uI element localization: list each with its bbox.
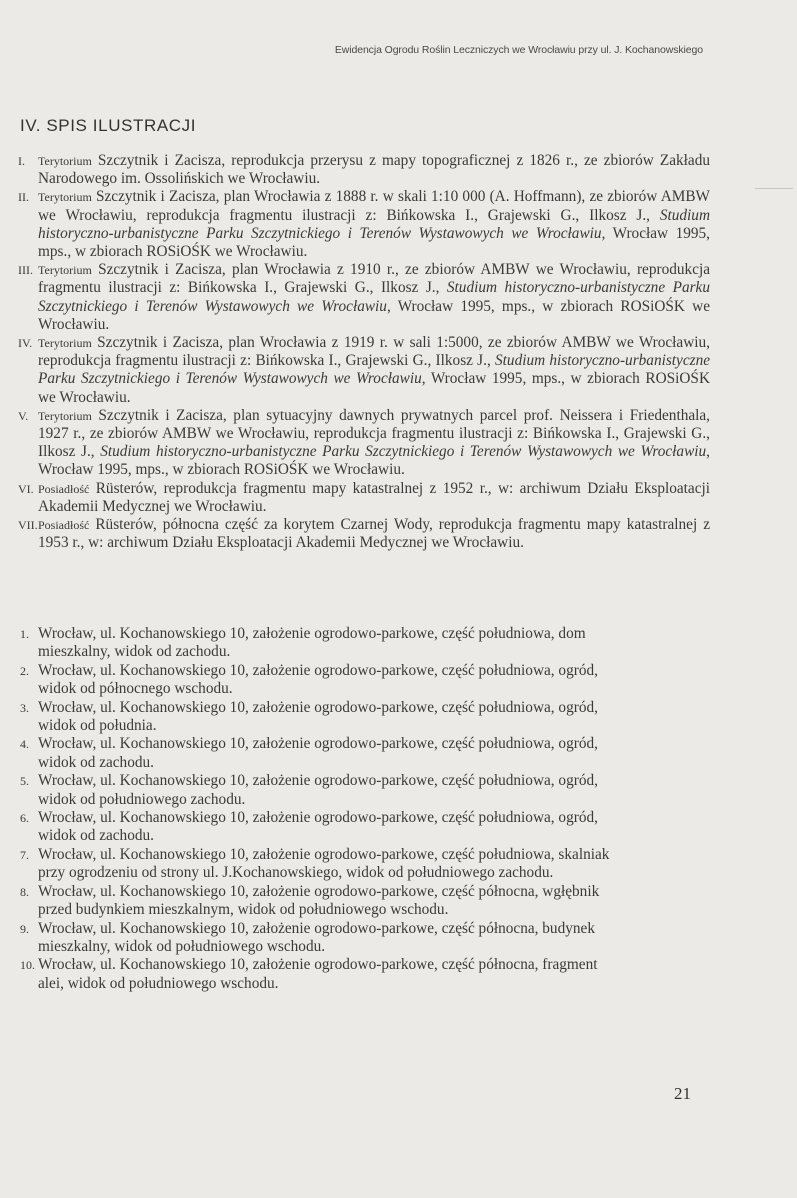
photo-line-1: Wrocław, ul. Kochanowskiego 10, założenie ogrodowo-parkowe, część południowa, ogród, <box>38 809 598 827</box>
item-text-end: , Wrocław 1995, mps., w zbiorach ROSiOŚK we Wrocławiu. <box>38 370 710 406</box>
photo-line-2: przed budynkiem mieszkalnym, widok od południowego wschodu. <box>38 901 449 919</box>
photo-line-1: Wrocław, ul. Kochanowskiego 10, założenie ogrodowo-parkowe, część południowa, skalniak <box>38 845 610 863</box>
photo-line-1: Wrocław, ul. Kochanowskiego 10, założenie ogrodowo-parkowe, część północna, fragment <box>38 956 598 974</box>
illustration-item <box>20 516 710 552</box>
photo-item <box>20 735 710 772</box>
item-title-italic: Studium historyczno-urbanistyczne Parku Szczytnickiego i Terenów Wystawowych we Wrocławiu <box>100 443 707 461</box>
item-number: III. <box>18 263 33 278</box>
photo-item <box>20 920 710 957</box>
item-number: 7. <box>20 847 29 862</box>
item-text: Rüsterów, północna część za korytem Czarnej Wody, reprodukcja fragmentu mapy katastralnej z 1953 r., w: archiwum Działu Eksploatacji Akademii Medycznej we Wrocławiu. <box>38 516 710 552</box>
item-first-word: Posiadłość <box>38 518 90 533</box>
item-number: 4. <box>20 737 29 752</box>
item-number: I. <box>18 154 25 168</box>
photo-line-1: Wrocław, ul. Kochanowskiego 10, założenie ogrodowo-parkowe, część północna, budynek <box>38 919 595 937</box>
item-text-end: , Wrocław 1995, mps., w zbiorach ROSiOŚK we Wrocławiu. <box>38 443 710 479</box>
photo-line-1: Wrocław, ul. Kochanowskiego 10, założenie ogrodowo-parkowe, część południowa, dom <box>38 625 586 642</box>
photo-line-2: widok od południa. <box>38 717 157 735</box>
item-number: IV. <box>18 336 33 351</box>
photos-list <box>20 625 710 993</box>
item-text: Szczytnik i Zacisza, plan Wrocławia z 1910 r., ze zbiorów AMBW we Wrocławiu, reprodukcja fragmentu ilustracji z: Bińkowska I., Grajewski G., Ilkosz J., <box>38 261 710 297</box>
illustration-item <box>20 188 710 261</box>
illustration-item <box>20 261 710 334</box>
item-number: 9. <box>20 921 29 936</box>
photo-line-2: widok od zachodu. <box>38 827 154 845</box>
item-title-italic: Studium historyczno-urbanistyczne Parku Szczytnickiego i Terenów Wystawowych we Wrocławiu <box>38 279 710 315</box>
item-number: 5. <box>20 774 29 789</box>
item-text: Szczytnik i Zacisza, plan sytuacyjny dawnych prywatnych parcel prof. Neissera i Friedenthala, 1927 r., ze zbiorów AMBW we Wrocławiu, reprodukcja fragmentu ilustracji z: Bińkowska I., Grajewski G., Ilkosz J., <box>38 406 710 461</box>
item-number: V. <box>18 408 29 423</box>
photo-line-1: Wrocław, ul. Kochanowskiego 10, założenie ogrodowo-parkowe, część południowa, ogród, <box>38 661 598 679</box>
item-text: Rüsterów, reprodukcja fragmentu mapy katastralnej z 1952 r., w: archiwum Działu Eksploatacji Akademii Medycznej we Wrocławiu. <box>38 479 710 515</box>
item-first-word: Terytorium <box>38 408 92 423</box>
item-text: Szczytnik i Zacisza, plan Wrocławia z 1888 r. w skali 1:10 000 (A. Hoffmann), ze zbiorów AMBW we Wrocławiu, reprodukcja fragmentu ilustracji z: Bińkowska I., Grajewski G., Ilkosz J., <box>38 188 710 224</box>
item-first-word: Posiadłość <box>38 481 90 496</box>
item-first-word: Terytorium <box>38 263 92 278</box>
item-number: 3. <box>20 700 29 715</box>
item-text: Szczytnik i Zacisza, plan Wrocławia z 1919 r. w sali 1:5000, ze zbiorów AMBW we Wrocławiu, reprodukcja fragmentu ilustracji z: Bińkowska I., Grajewski G., Ilkosz J., <box>38 334 710 370</box>
photo-line-1: Wrocław, ul. Kochanowskiego 10, założenie ogrodowo-parkowe, część północna, wgłębnik <box>38 882 600 900</box>
item-text-end: , Wrocław 1995, mps., w zbiorach ROSiOŚK we Wrocławiu. <box>38 297 711 333</box>
photo-line-2: mieszkalny, widok od zachodu. <box>38 643 231 661</box>
photo-item <box>20 662 710 699</box>
illustration-item <box>20 407 710 480</box>
running-header: Ewidencja Ogrodu Roślin Leczniczych we Wrocławiu przy ul. J. Kochanowskiego <box>334 44 703 56</box>
photo-line-2: alei, widok od południowego wschodu. <box>38 974 279 992</box>
illustration-item <box>20 480 710 516</box>
illustrations-list <box>20 152 710 552</box>
illustration-item <box>20 152 710 188</box>
item-text-end: , Wrocław 1995, mps., w zbiorach ROSiOŚK we Wrocławiu. <box>38 224 710 261</box>
margin-mark <box>755 188 793 189</box>
photo-item <box>20 809 710 846</box>
photo-item <box>20 883 710 920</box>
photo-line-2: mieszkalny, widok od południowego wschodu. <box>38 937 326 955</box>
item-number: VI. <box>18 481 34 496</box>
item-number: 2. <box>20 663 29 678</box>
item-number: 10. <box>20 958 35 973</box>
item-number: 8. <box>20 884 29 899</box>
photo-line-1: Wrocław, ul. Kochanowskiego 10, założenie ogrodowo-parkowe, część południowa, ogród, <box>38 735 598 753</box>
photo-line-1: Wrocław, ul. Kochanowskiego 10, założenie ogrodowo-parkowe, część południowa, ogród, <box>38 772 598 790</box>
photo-item <box>20 625 710 662</box>
item-number: II. <box>18 190 29 205</box>
item-number: VII. <box>18 518 38 533</box>
item-first-word: Terytorium <box>38 190 92 205</box>
item-title-italic: Studium historyczno-urbanistyczne Parku Szczytnickiego i Terenów Wystawowych we Wrocławiu <box>38 352 711 388</box>
photo-item <box>20 846 710 883</box>
photo-line-2: przy ogrodzeniu od strony ul. J.Kochanowskiego, widok od południowego zachodu. <box>38 864 554 882</box>
item-first-word: Terytorium <box>38 154 92 168</box>
section-title: IV. SPIS ILUSTRACJI <box>20 116 197 135</box>
photo-line-2: widok od zachodu. <box>38 753 154 771</box>
photo-line-2: widok od północnego wschodu. <box>38 680 233 698</box>
photo-item <box>20 956 710 993</box>
item-number: 6. <box>20 811 29 826</box>
item-title-italic: Studium historyczno-urbanistyczne Parku Szczytnickiego i Terenów Wystawowych we Wrocławiu <box>38 206 710 242</box>
item-first-word: Terytorium <box>38 336 92 351</box>
illustration-item <box>20 334 710 407</box>
item-text: Szczytnik i Zacisza, reprodukcja przerysu z mapy topograficznej z 1826 r., ze zbiorów Zakładu Narodowego im. Ossolińskich we Wrocławiu. <box>38 152 710 188</box>
photo-line-1: Wrocław, ul. Kochanowskiego 10, założenie ogrodowo-parkowe, część południowa, ogród, <box>38 698 598 716</box>
item-number: 1. <box>20 627 29 641</box>
page-number: 21 <box>674 1084 691 1103</box>
photo-line-2: widok od południowego zachodu. <box>38 790 246 808</box>
photo-item <box>20 772 710 809</box>
photo-item <box>20 699 710 736</box>
